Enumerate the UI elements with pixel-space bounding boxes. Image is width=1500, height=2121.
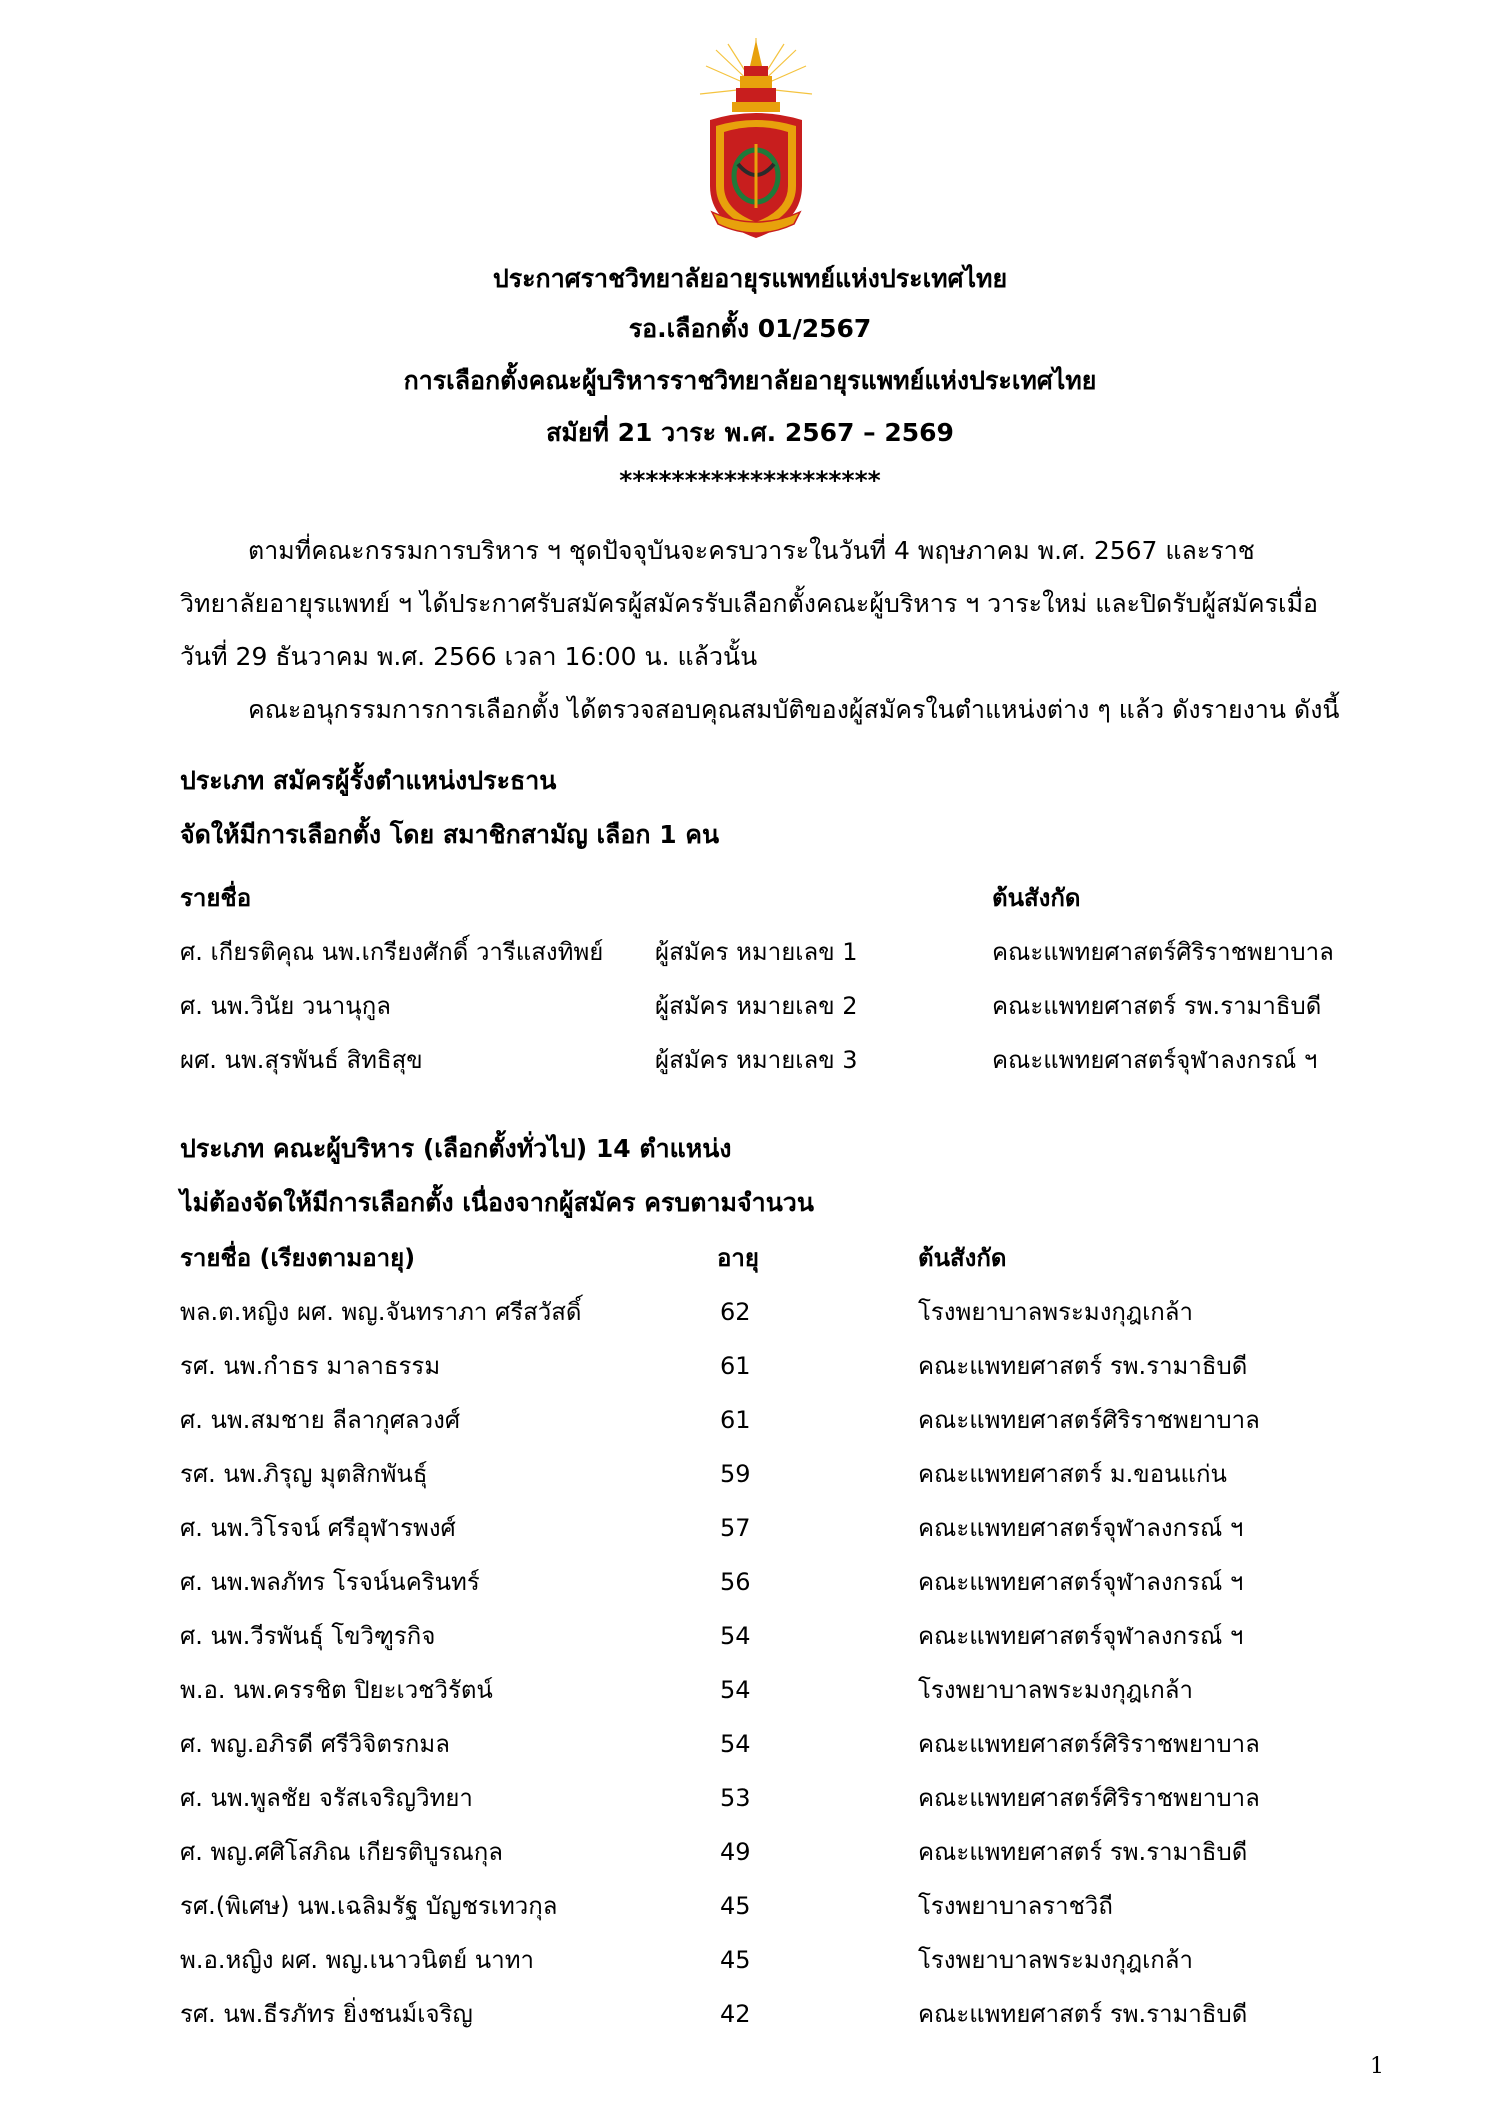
member-age: 54 <box>720 1730 751 1758</box>
intro-line-2: วิทยาลัยอายุรแพทย์ ฯ ได้ประกาศรับสมัครผู้สมัครรับเลือกตั้งคณะผู้บริหาร ฯ วาระใหม่ และปิดรับผู้สมัครเมื่อ <box>180 589 1319 618</box>
member-row <box>0 1616 1500 1656</box>
member-row <box>0 1832 1500 1872</box>
separator-stars: ******************** <box>619 466 881 495</box>
member-row <box>0 1292 1500 1332</box>
member-affiliation: คณะแพทยศาสตร์ รพ.รามาธิบดี <box>918 1352 1248 1380</box>
member-name: ศ. นพ.วีรพันธุ์ โขวิฑูรกิจ <box>180 1622 436 1650</box>
member-age: 62 <box>720 1298 751 1326</box>
col-header-affiliation: ต้นสังกัด <box>918 1244 1007 1272</box>
member-name: ศ. นพ.วิโรจน์ ศรีอุฬารพงศ์ <box>180 1514 456 1542</box>
candidate-name: ผศ. นพ.สุรพันธ์ สิทธิสุข <box>180 1046 423 1074</box>
member-age: 49 <box>720 1838 751 1866</box>
candidate-affiliation: คณะแพทยศาสตร์ รพ.รามาธิบดี <box>992 992 1322 1020</box>
member-name: รศ. นพ.ภิรุญ มุตสิกพันธุ์ <box>180 1460 428 1488</box>
candidate-number: ผู้สมัคร หมายเลข 1 <box>655 938 858 966</box>
member-name: ศ. พญ.ศศิโสภิณ เกียรติบูรณกุล <box>180 1838 504 1866</box>
member-name: รศ.(พิเศษ) นพ.เฉลิมรัฐ บัญชรเทวกุล <box>180 1892 558 1920</box>
member-row <box>0 1886 1500 1926</box>
member-age: 61 <box>720 1406 751 1434</box>
candidate-row <box>0 986 1500 1026</box>
member-affiliation: โรงพยาบาลพระมงกุฎเกล้า <box>918 1946 1193 1974</box>
member-name: พ.อ.หญิง ผศ. พญ.เนาวนิตย์ นาทา <box>180 1946 534 1974</box>
member-row <box>0 1778 1500 1818</box>
term-line: สมัยที่ 21 วาระ พ.ศ. 2567 – 2569 <box>546 418 954 447</box>
member-affiliation: โรงพยาบาลราชวิถี <box>918 1892 1113 1920</box>
member-age: 57 <box>720 1514 751 1542</box>
candidate-number: ผู้สมัคร หมายเลข 2 <box>655 992 858 1020</box>
committee-type-heading: ประเภท คณะผู้บริหาร (เลือกตั้งทั่วไป) 14 ตำแหน่ง <box>180 1134 732 1163</box>
candidate-affiliation: คณะแพทยศาสตร์จุฬาลงกรณ์ ฯ <box>992 1046 1318 1074</box>
member-affiliation: คณะแพทยศาสตร์จุฬาลงกรณ์ ฯ <box>918 1514 1244 1542</box>
member-age: 59 <box>720 1460 751 1488</box>
member-age: 54 <box>720 1676 751 1704</box>
committee-rule-heading: ไม่ต้องจัดให้มีการเลือกตั้ง เนื่องจากผู้สมัคร ครบตามจำนวน <box>180 1188 814 1217</box>
election-title: การเลือกตั้งคณะผู้บริหารราชวิทยาลัยอายุรแพทย์แห่งประเทศไทย <box>403 366 1097 395</box>
page-number: 1 <box>1370 2054 1384 2079</box>
member-affiliation: คณะแพทยศาสตร์ รพ.รามาธิบดี <box>918 2000 1248 2028</box>
member-name: ศ. นพ.พลภัทร โรจน์นครินทร์ <box>180 1568 480 1596</box>
member-affiliation: คณะแพทยศาสตร์ ม.ขอนแก่น <box>918 1460 1227 1488</box>
member-name: ศ. นพ.สมชาย ลีลากุศลวงศ์ <box>180 1406 461 1434</box>
member-name: พ.อ. นพ.ครรชิต ปิยะเวชวิรัตน์ <box>180 1676 493 1704</box>
member-age: 42 <box>720 2000 751 2028</box>
member-name: ศ. พญ.อภิรดี ศรีวิจิตรกมล <box>180 1730 450 1758</box>
col-header-age: อายุ <box>717 1244 759 1272</box>
member-name: พล.ต.หญิง ผศ. พญ.จันทราภา ศรีสวัสดิ์ <box>180 1298 582 1326</box>
member-row <box>0 1508 1500 1548</box>
member-affiliation: คณะแพทยศาสตร์ศิริราชพยาบาล <box>918 1784 1260 1812</box>
member-row <box>0 1454 1500 1494</box>
member-affiliation: คณะแพทยศาสตร์จุฬาลงกรณ์ ฯ <box>918 1622 1244 1650</box>
intro-paragraph-2: คณะอนุกรรมการการเลือกตั้ง ได้ตรวจสอบคุณสมบัติของผู้สมัครในตำแหน่งต่าง ๆ แล้ว ดังรายงาน ดังนี้ <box>248 695 1340 724</box>
member-name: ศ. นพ.พูลชัย จรัสเจริญวิทยา <box>180 1784 473 1812</box>
member-age: 56 <box>720 1568 751 1596</box>
member-affiliation: คณะแพทยศาสตร์ รพ.รามาธิบดี <box>918 1838 1248 1866</box>
member-row <box>0 1670 1500 1710</box>
member-row <box>0 1400 1500 1440</box>
candidate-row <box>0 1040 1500 1080</box>
member-name: รศ. นพ.ธีรภัทร ยิ่งชนม์เจริญ <box>180 2000 473 2028</box>
member-row <box>0 1562 1500 1602</box>
col-header-name: รายชื่อ (เรียงตามอายุ) <box>180 1244 416 1272</box>
president-rule-heading: จัดให้มีการเลือกตั้ง โดย สมาชิกสามัญ เลือก 1 คน <box>180 820 720 849</box>
member-row <box>0 1940 1500 1980</box>
col-header-affiliation: ต้นสังกัด <box>992 884 1081 912</box>
intro-line-3: วันที่ 29 ธันวาคม พ.ศ. 2566 เวลา 16:00 น. แล้วนั้น <box>180 642 758 671</box>
member-row <box>0 1346 1500 1386</box>
committee-table-header <box>0 1238 1500 1278</box>
announcement-number: รอ.เลือกตั้ง 01/2567 <box>628 314 872 343</box>
president-table-header <box>0 878 1500 918</box>
member-row <box>0 1994 1500 2034</box>
member-age: 53 <box>720 1784 751 1812</box>
member-age: 61 <box>720 1352 751 1380</box>
college-seal-logo <box>698 36 814 242</box>
member-affiliation: โรงพยาบาลพระมงกุฎเกล้า <box>918 1298 1193 1326</box>
member-age: 45 <box>720 1946 751 1974</box>
member-age: 54 <box>720 1622 751 1650</box>
col-header-name: รายชื่อ <box>180 884 252 912</box>
member-name: รศ. นพ.กำธร มาลาธรรม <box>180 1352 441 1380</box>
member-age: 45 <box>720 1892 751 1920</box>
announcement-title: ประกาศราชวิทยาลัยอายุรแพทย์แห่งประเทศไทย <box>492 264 1008 293</box>
member-affiliation: คณะแพทยศาสตร์ศิริราชพยาบาล <box>918 1730 1260 1758</box>
candidate-affiliation: คณะแพทยศาสตร์ศิริราชพยาบาล <box>992 938 1334 966</box>
member-affiliation: คณะแพทยศาสตร์ศิริราชพยาบาล <box>918 1406 1260 1434</box>
candidate-number: ผู้สมัคร หมายเลข 3 <box>655 1046 858 1074</box>
member-row <box>0 1724 1500 1764</box>
member-affiliation: คณะแพทยศาสตร์จุฬาลงกรณ์ ฯ <box>918 1568 1244 1596</box>
president-type-heading: ประเภท สมัครผู้รั้งตำแหน่งประธาน <box>180 766 557 795</box>
candidate-name: ศ. นพ.วินัย วนานุกูล <box>180 992 391 1020</box>
candidate-row <box>0 932 1500 972</box>
intro-line-1: ตามที่คณะกรรมการบริหาร ฯ ชุดปัจจุบันจะครบวาระในวันที่ 4 พฤษภาคม พ.ศ. 2567 และราช <box>248 536 1255 565</box>
candidate-name: ศ. เกียรติคุณ นพ.เกรียงศักดิ์ วารีแสงทิพย์ <box>180 938 604 966</box>
member-affiliation: โรงพยาบาลพระมงกุฎเกล้า <box>918 1676 1193 1704</box>
